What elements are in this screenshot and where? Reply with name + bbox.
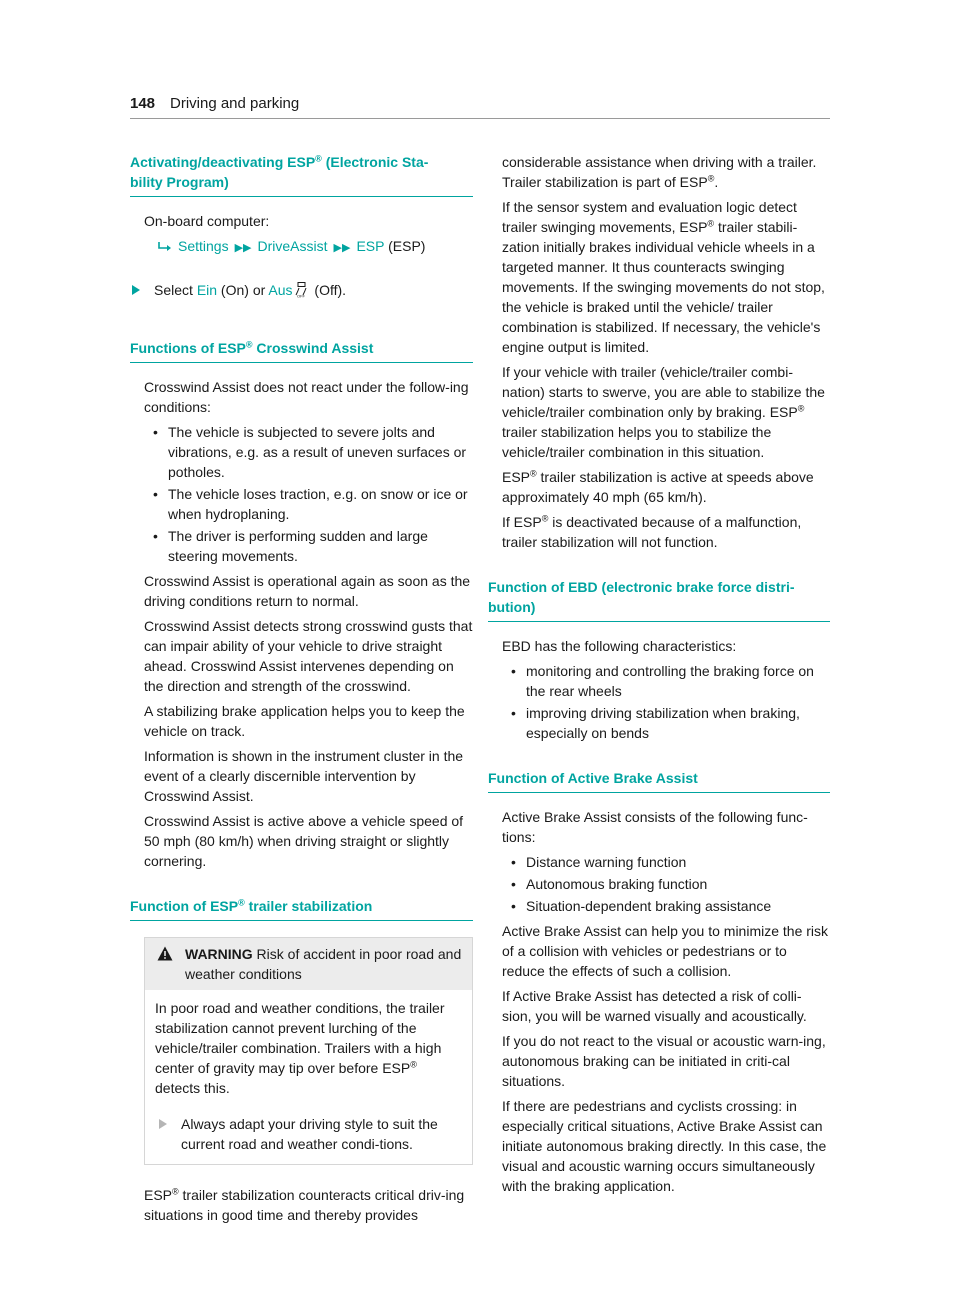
right-column (488, 152, 830, 1201)
esp-off-icon (295, 282, 308, 298)
list-item: • improving driving stabilization when braking, especially on bends (502, 703, 830, 743)
paragraph: If the sensor system and evaluation logic detect trailer swinging movements, ESP® trailer stabili-zation initially brakes individual vehicle wheels in a targeted manner. It thus counteracts swinging movements. If the swinging movements do not stop, the vehicle is braked until the vehicle/ trailer combination is stabilized. If necessary, the vehicle's engine output is limited. (502, 199, 825, 355)
option-on: Ein (196, 282, 218, 298)
list-item: • The vehicle loses traction, e.g. on snow or ice or when hydroplaning. (144, 484, 473, 524)
list-item: • monitoring and controlling the braking force on the rear wheels (502, 661, 830, 701)
list-item: • Distance warning function (502, 852, 830, 872)
warning-box (144, 937, 473, 1165)
paragraph: Crosswind Assist is operational again as soon as the driving conditions return to normal. (144, 573, 471, 609)
heading-trailer-stabilization: Function of ESP® trailer stabilization (130, 896, 473, 921)
path-driveassist: DriveAssist (257, 238, 328, 254)
action-select-esp: Select Ein (On) or Aus OFF (Off). (130, 280, 473, 300)
paragraph: If there are pedestrians and cyclists crossing: in especially critical situations, Active Brake Assist can initiate autonomous braking directly. In this case, the visual and acoustic warning occurs simultaneously with the braking application. (502, 1098, 827, 1194)
crosswind-conditions (144, 422, 473, 566)
warning-text: In poor road and weather conditions, the trailer stabilization cannot prevent lurching of the vehicle/trailer combination. Trailers with a high center of gravity may tip over before ESP® detects this. (155, 1000, 445, 1096)
heading-active-brake-assist: Function of Active Brake Assist (488, 768, 830, 793)
warning-action: Always adapt your driving style to suit the current road and weather condi-tions. (155, 1114, 462, 1154)
warning-triangle-icon (157, 946, 173, 961)
paragraph: ESP® trailer stabilization counteracts critical driv-ing situations in good time and thereby provides (144, 1186, 465, 1223)
page-header (130, 92, 830, 119)
paragraph: Crosswind Assist is active above a vehicle speed of 50 mph (80 km/h) when driving straight or slightly cornering. (144, 813, 464, 869)
ebd-intro: EBD has the following characteristics: (502, 638, 737, 654)
aba-intro: Active Brake Assist consists of the following func-tions: (502, 809, 808, 845)
list-item: • Autonomous braking function (502, 874, 830, 894)
paragraph: If ESP® is deactivated because of a malfunction, trailer stabilization will not function. (502, 513, 802, 550)
path-esp: ESP (356, 238, 385, 254)
paragraph: If your vehicle with trailer (vehicle/trailer combi-nation) starts to swerve, you are able to stabilize the vehicle/trailer combination only by braking. ESP® trailer stabilization helps you to stabilize the vehicle/trailer combination in this situation. (502, 364, 825, 460)
paragraph: A stabilizing brake application helps you to keep the vehicle on track. (144, 703, 465, 739)
left-column (130, 152, 473, 1230)
section-title: Driving and parking (170, 95, 300, 112)
action-triangle-icon (132, 285, 140, 295)
computer-label: On-board computer: (144, 213, 270, 229)
paragraph: If Active Brake Assist has detected a risk of colli-sion, you will be warned visually and acoustically. (502, 988, 807, 1024)
list-item: • The driver is performing sudden and large steering movements. (144, 526, 473, 566)
return-arrow-icon (158, 242, 172, 253)
heading-activating-esp: Activating/deactivating ESP® (Electronic Sta- bility Program) (130, 152, 473, 197)
double-arrow-icon: ▶▶ (333, 242, 351, 254)
path-settings: Settings (178, 238, 229, 254)
crosswind-intro: Crosswind Assist does not react under the follow-ing conditions: (144, 379, 469, 415)
paragraph: Information is shown in the instrument cluster in the event of a clearly discernible intervention by Crosswind Assist. (144, 748, 464, 804)
list-item: • The vehicle is subjected to severe jolts and vibrations, e.g. as a result of uneven surfaces or potholes. (144, 422, 473, 482)
paragraph: If you do not react to the visual or acoustic warn-ing, autonomous braking can be initiated in criti-cal situations. (502, 1033, 826, 1089)
heading-ebd: Function of EBD (electronic brake force distri- bution) (488, 577, 830, 622)
list-item: • Situation-dependent braking assistance (502, 896, 830, 916)
aba-functions (502, 852, 830, 916)
page-number: 148 (130, 95, 156, 112)
paragraph: considerable assistance when driving with a trailer. Trailer stabilization is part of ESP®. (502, 154, 817, 190)
ebd-characteristics (502, 661, 830, 743)
warning-header: WARNING Risk of accident in poor road and weather conditions (145, 938, 472, 990)
heading-crosswind: Functions of ESP® Crosswind Assist (130, 338, 473, 363)
paragraph: Active Brake Assist can help you to minimize the risk of a collision with vehicles or pedestrians or to reduce the effects of such a collision. (502, 923, 829, 979)
double-arrow-icon: ▶▶ (234, 242, 252, 254)
paragraph: ESP® trailer stabilization is active at speeds above approximately 40 mph (65 km/h). (502, 468, 814, 505)
menu-path: Settings ▶▶ DriveAssist ▶▶ ESP (ESP) (144, 236, 473, 258)
action-triangle-icon (159, 1119, 167, 1129)
option-off: Aus (268, 282, 293, 298)
svg-text:OFF: OFF (296, 293, 305, 298)
paragraph: Crosswind Assist detects strong crosswind gusts that can impair ability of your vehicle to drive straight ahead. Crosswind Assist intervenes depending on the direction and strength of the crosswind. (144, 618, 473, 694)
